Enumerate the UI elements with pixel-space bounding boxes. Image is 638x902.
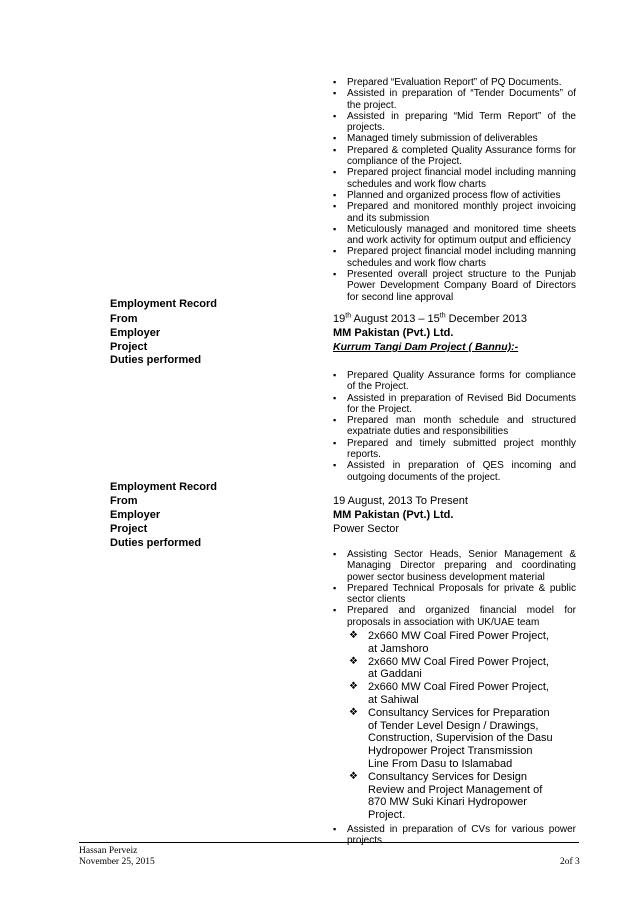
record2-project-value: Power Sector <box>333 523 400 535</box>
project-label-1: Project <box>110 341 148 353</box>
from-label-2: From <box>110 495 138 507</box>
employer-label-1: Employer <box>110 327 161 339</box>
from-label-1: From <box>110 313 138 325</box>
list-item: ▪ Managed timely submission of deliverables <box>333 133 576 144</box>
employment-record-label-1: Employment Record <box>110 298 217 310</box>
previous-duties-list <box>333 77 576 303</box>
subproject-item: ❖ Consultancy Services for Design Review and Project Management of 870 MW Suki Kinari Hydropower Project. <box>347 771 555 822</box>
record2-from-value: 19 August, 2013 To Present <box>333 495 468 507</box>
list-item <box>333 605 576 822</box>
record2-duties-list <box>333 549 576 847</box>
record2-employer-value: MM Pakistan (Pvt.) Ltd. <box>333 509 454 521</box>
list-item: ▪ Assisted in preparing “Mid Term Report” of the projects. <box>333 111 576 134</box>
footer-divider <box>79 842 579 843</box>
list-item-text: Prepared and organized financial model for proposals in association with UK/UAE team <box>347 605 576 628</box>
list-item: ▪ Planned and organized process flow of activities <box>333 190 576 201</box>
list-item: ▪ Prepared man month schedule and structured expatriate duties and responsibilities <box>333 415 576 438</box>
list-item: ▪ Prepared project financial model including manning schedules and work flow charts <box>333 167 576 190</box>
duties-label-2: Duties performed <box>110 537 202 549</box>
subproject-item: ❖ 2x660 MW Coal Fired Power Project, at Jamshoro <box>347 630 555 656</box>
record1-employer-value: MM Pakistan (Pvt.) Ltd. <box>333 327 454 339</box>
subproject-item: ❖ 2x660 MW Coal Fired Power Project, at Gaddani <box>347 656 555 682</box>
list-item: ▪ Prepared “Evaluation Report” of PQ Documents. <box>333 77 576 88</box>
list-item: ▪ Assisted in preparation of CVs for various power projects. <box>333 824 576 847</box>
list-item: ▪ Prepared and timely submitted project monthly reports. <box>333 438 576 461</box>
employment-record-label-2: Employment Record <box>110 481 217 493</box>
duties-label-1: Duties performed <box>110 354 202 366</box>
record1-duties-list <box>333 370 576 483</box>
footer-author: Hassan Perveiz <box>79 846 138 856</box>
list-item: ▪ Prepared and monitored monthly project invoicing and its submission <box>333 201 576 224</box>
list-item: ▪ Prepared project financial model including manning schedules and work flow charts <box>333 246 576 269</box>
list-item: ▪ Presented overall project structure to the Punjab Power Development Company Board of Directors for second line approval <box>333 269 576 303</box>
subproject-item: ❖ 2x660 MW Coal Fired Power Project, at Sahiwal <box>347 681 555 707</box>
project-label-2: Project <box>110 523 148 535</box>
list-item: ▪ Assisted in preparation of QES incoming and outgoing documents of the project. <box>333 460 576 483</box>
list-item: ▪ Prepared & completed Quality Assurance forms for compliance of the Project. <box>333 145 576 168</box>
footer-date: November 25, 2015 <box>79 857 155 867</box>
record1-project-value: Kurrum Tangi Dam Project ( Bannu):- <box>333 341 519 353</box>
list-item: ▪ Prepared Quality Assurance forms for compliance of the Project. <box>333 370 576 393</box>
list-item: ▪ Meticulously managed and monitored time sheets and work activity for optimum output and efficiency <box>333 224 576 247</box>
footer-page-number: 2of 3 <box>560 857 580 867</box>
list-item: ▪ Assisted in preparation of Revised Bid Documents for the Project. <box>333 393 576 416</box>
record1-from-value: 19th August 2013 – 15th December 2013 <box>333 312 527 325</box>
list-item: ▪ Prepared Technical Proposals for private & public sector clients <box>333 583 576 606</box>
employer-label-2: Employer <box>110 509 161 521</box>
subproject-item: ❖ Consultancy Services for Preparation of Tender Level Design / Drawings, Construction, Supervision of the Dasu Hydropower Project Transmission Line From Dasu to Islamabad <box>347 707 555 771</box>
list-item: ▪ Assisting Sector Heads, Senior Management & Managing Director preparing and coordinating power sector business development material <box>333 549 576 583</box>
subproject-list <box>347 630 555 822</box>
list-item: ▪ Assisted in preparation of “Tender Documents” of the project. <box>333 88 576 111</box>
